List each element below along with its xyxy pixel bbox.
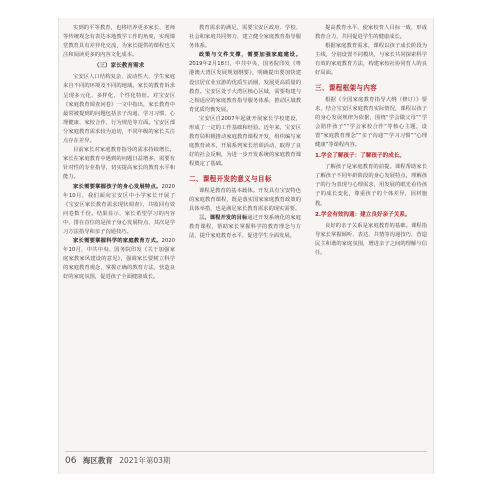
subheading: 三、课程开发的目标 — [199, 214, 248, 221]
issue-label: 2021年第03期 — [119, 456, 171, 465]
column-middle — [189, 24, 301, 444]
paragraph: 宝安区自2007年起就开展家长学校建设，形成了一定的工作基础和经验。近年来，宝安区教育局积极推动家庭教育课程开发，组织编写家庭教育读本，开展系列家长培训活动，取得了良好的社会反响，为进一步开发系统的家庭教育课程奠定了基础。 — [189, 115, 301, 168]
paragraph: 目前家长对家庭教育指导的需求持续增长，家长在家庭教育中遇到的问题日益增多，需要有针对性的专业指导，切实提高家长的教育水平和能力。 — [63, 147, 175, 181]
section-title: 二、课程开发的意义与目标 — [189, 174, 272, 183]
footer-divider — [65, 451, 427, 452]
paragraph: 实到的平等教育，也将培养更多家长、老师等传统观念有表达本地教学工作的角度，实现课堂教育具有差异化交流，为家长提供的课程也关注和阅读更多的内容文化成本。 — [63, 25, 175, 59]
subheading: 家长需要掌握孩子的身心发展特点。 — [73, 183, 162, 190]
magazine-page — [58, 18, 434, 474]
column-left — [63, 24, 175, 444]
paragraph: 良好的亲子关系是家庭教育的基础。课程指导家长掌握倾听、表达、共情等沟通技巧，营造民主和谐的家庭氛围，增进亲子之间的理解与信任。 — [315, 222, 427, 256]
paragraph: 宝安区人口结构复杂，流动性大，学生家庭来自不同的环境及不同的地域。家长的教育诉求呈现多元化、多样化、个性化特征。对宝安区《家庭教育调查问卷》一文中指出，家长教育中最常被提到的问题包括亲子沟通、学习习惯、心理健康、家校合作、行为规范等方面。宝安区部分家庭教育需求较为迫切，不同年级的家长关注点存在差异。 — [63, 74, 175, 145]
journal-name: 海区教育 — [82, 456, 113, 465]
page-footer — [65, 455, 170, 466]
paragraph: 课程是教育的基本载体。开发具有宝安特色的家庭教育课程，既是落实国家家庭教育政策的具体举措，也是满足家长教育需求的现实需要。 — [189, 187, 301, 212]
paragraph: 提高教育水平，使家校育人目标一致，形成教育合力，共同促进学生的健康成长。 — [315, 25, 427, 41]
section-heading: （三）家长教育需求 — [93, 63, 145, 70]
subheading: 1.学会了解孩子：了解孩子的成长。 — [315, 153, 405, 160]
paragraph-run: 2020年10月，我们面向宝安区中小学家长开展了《宝安区家长教育需求现状调查》，共收回有效问卷数千份。结果显示，家长希望学习的内容中，排在首位的是孩子身心发展特点，其次是学习方法指导和亲子沟通技巧。 — [63, 183, 175, 235]
column-right — [315, 24, 427, 444]
section-title: 三、课程框架与内容 — [315, 83, 378, 92]
page-number: 06 — [65, 456, 77, 466]
paragraph: 根据《全国家庭教育指导大纲（修订）》要求，结合宝安区家庭教育实际情况，课程以孩子的身心发展规律为依据，围绕“学会做父母”“学会陪伴孩子”“学会家校合作”等核心主题，设置“家庭教育理念”“亲子沟通”“学习习惯”“心理健康”等课程内容。 — [315, 96, 427, 149]
subheading: 政策与文件支撑，需要加强家庭建设。 — [199, 52, 301, 59]
paragraph: 根据家庭教育需求，课程以孩子成长阶段为主线，分别设置不同模块，与家长共同探索科学有效的家庭教育方法，构建家校社协同育人的良好局面。 — [315, 43, 427, 77]
paragraph-run: 2019年2月18日，中共中央、国务院印发《粤港澳大湾区发展规划纲要》，明确提出要加快建设宜居宜业宜游的优质生活圈，发展更高质量的教育。宝安区处于大湾区核心区域，需要构建与之相适应的家庭教育指导服务体系，推动区域教育优质均衡发展。 — [189, 61, 301, 113]
paragraph: 了解孩子是家庭教育的前提。课程帮助家长了解孩子不同年龄阶段的身心发展特点，理解孩子的行为表现与心理需求，用发展的眼光看待孩子的成长变化，尊重孩子的个体差异，因材施教。 — [315, 164, 427, 207]
paragraph-run: 2020年10月，中共中央、国务院印发《关于加强家庭家教家风建设的意见》，强调家长要树立科学的家庭教育观念，掌握正确的教育方法，营造良好的家庭氛围，促进孩子全面健康成长。 — [63, 238, 175, 281]
paragraph: 教育需求的满足，需要宝安区政府、学校、社会和家庭共同努力，建立健全家庭教育指导服务体系。 — [189, 25, 301, 50]
subheading: 家长需要掌握科学的家庭教育方式。 — [73, 238, 162, 245]
subheading: 2.学会有效沟通：建立良好亲子关系。 — [315, 211, 411, 218]
paragraph-run: 通过开发系统化的家庭教育课程，帮助家长掌握科学的教育理念与方法，提升家庭教育水平，促进学生全面发展。 — [189, 214, 301, 239]
